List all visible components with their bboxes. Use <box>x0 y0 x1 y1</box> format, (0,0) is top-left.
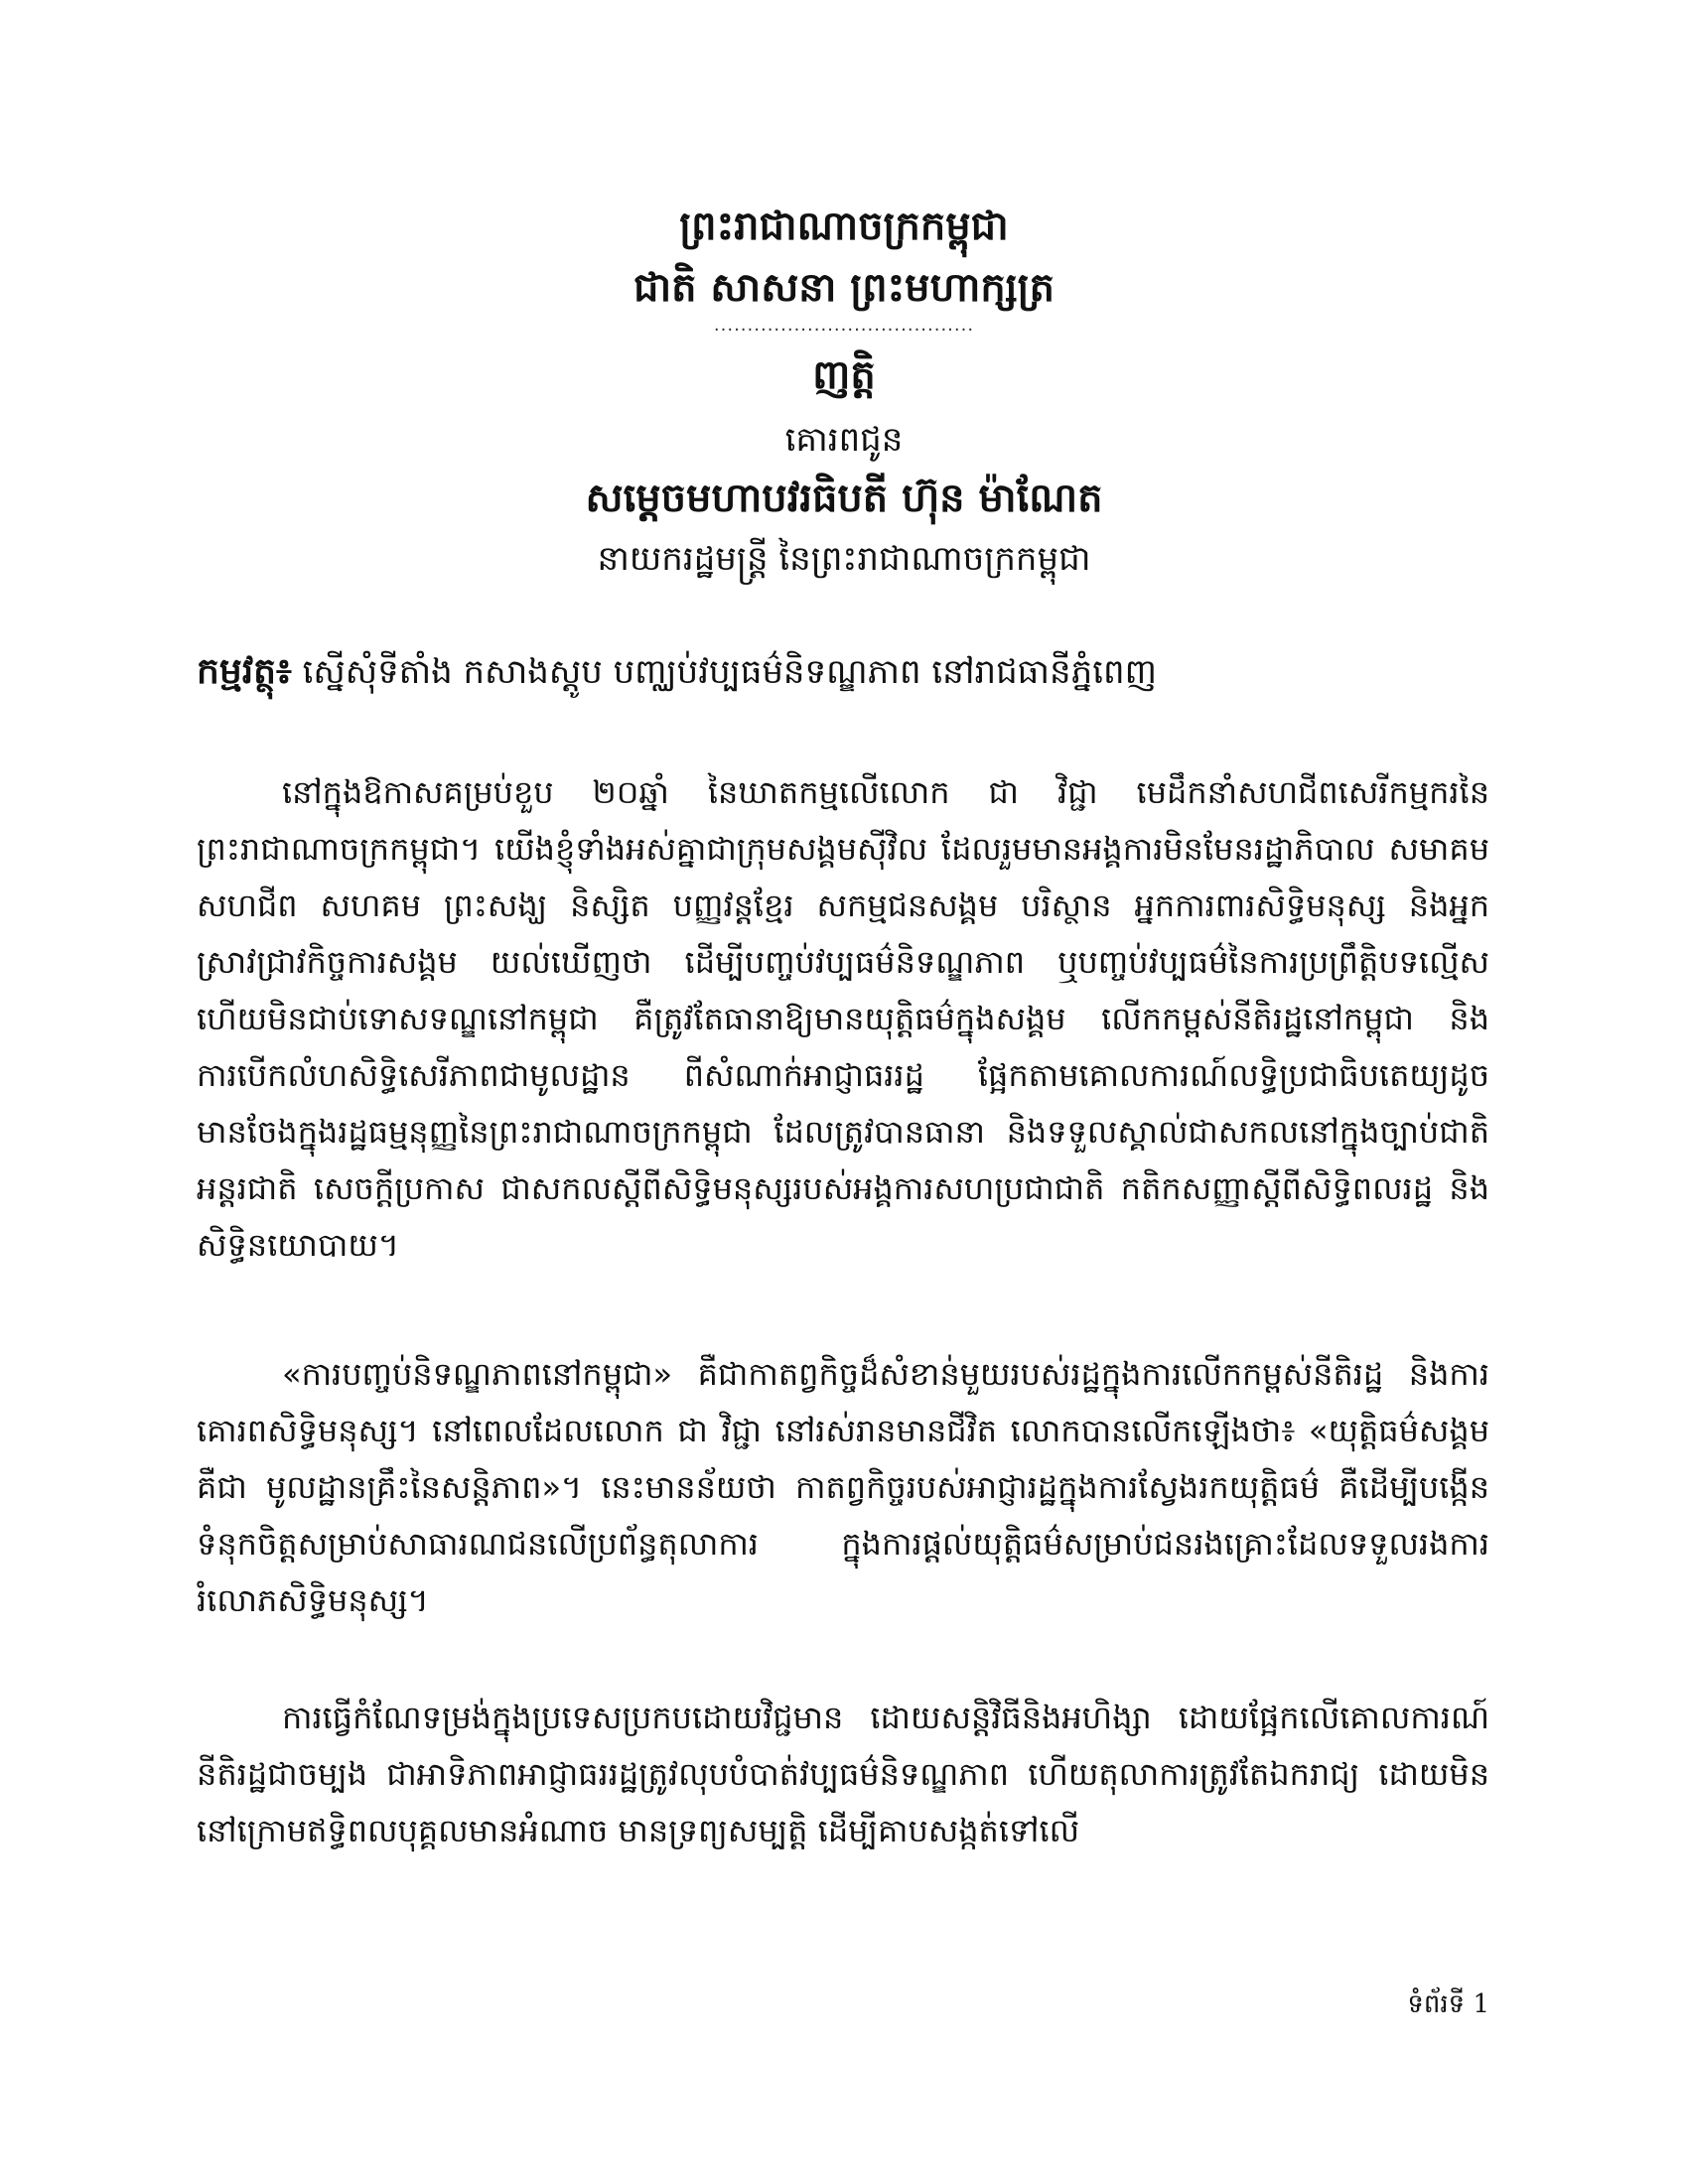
page-number: ទំព័រទី 1 <box>1407 1989 1489 2019</box>
body-paragraph-3: ការធ្វើកំណែទម្រង់ក្នុងប្រទេសប្រកបដោយវិជ្ជមាន ដោយសន្តិវិធីនិងអហិង្សា ដោយផ្អែកលើគោលការណ៍នីតិរដ្ឋជាចម្បង ជាអាទិភាពអាជ្ញាធររដ្ឋត្រូវលុបបំបាត់វប្បធម៌និទណ្ឌភាព ហើយតុលាការត្រូវតែឯករាជ្យ ដោយមិននៅក្រោមឥទ្ធិពលបុគ្គលមានអំណាច មានទ្រព្យសម្បត្តិ ដើម្បីគាបសង្កត់ទៅលើ <box>197 1699 1489 1849</box>
kingdom-title: ព្រះរាជាណាចក្រកម្ពុជា <box>679 204 1009 249</box>
recipient-name: សម្តេចមហាបវរធិបតី ហ៊ុន ម៉ាណែត <box>585 476 1103 521</box>
subject-label: កម្មវត្ថុ៖ <box>197 651 292 692</box>
body-paragraph-2: «ការបញ្ចប់និទណ្ឌភាពនៅកម្ពុជា» គឺជាកាតព្វកិច្ចដ៏សំខាន់មួយរបស់រដ្ឋក្នុងការលើកកម្ពស់នីតិរដ្ឋ និងការគោរពសិទ្ធិមនុស្ស។ នៅពេលដែលលោក ជា វិជ្ជា នៅរស់រានមានជីវិត លោកបានលើកឡើងថា៖ «យុត្តិធម៌សង្គមគឺជា មូលដ្ឋានគ្រឹះនៃសន្តិភាព»។ នេះមានន័យថា កាតព្វកិច្ចរបស់អាជ្ញារដ្ឋក្នុងការស្វែងរកយុត្តិធម៌ គឺដើម្បីបង្កើនទំនុកចិត្តសម្រាប់សាធារណជនលើប្រព័ន្ធតុលាការ ក្នុងការផ្តល់យុត្តិធម៌សម្រាប់ជនរងគ្រោះដែលទទួលរងការរំលោភសិទ្ធិមនុស្ស។ <box>197 1355 1489 1619</box>
subject-line <box>197 647 1497 697</box>
dotted-divider: ....................................... <box>713 315 975 336</box>
recipient-position: នាយករដ្ឋមន្ត្រី នៃព្រះរាជាណាចក្រកម្ពុជា <box>597 539 1091 579</box>
body-paragraph-1: នៅក្នុងឱកាសគម្រប់ខួប ២០ឆ្នាំ នៃឃាតកម្មលើលោក ជា វិជ្ជា មេដឹកនាំសហជីពសេរីកម្មករនៃព្រះរាជាណាចក្រកម្ពុជា។ យើងខ្ញុំទាំងអស់គ្នាជាក្រុមសង្គមស៊ីវិល ដែលរួមមានអង្គការមិនមែនរដ្ឋាភិបាល សមាគម សហជីព សហគម ព្រះសង្ឃ និស្សិត បញ្ញវន្តខ្មែរ សកម្មជនសង្គម បរិស្ថាន អ្នកការពារសិទ្ធិមនុស្ស និងអ្នកស្រាវជ្រាវកិច្ចការសង្គម យល់ឃើញថា ដើម្បីបញ្ចប់វប្បធម៌និទណ្ឌភាព ឬបញ្ចប់វប្បធម៌នៃការប្រព្រឹត្តិបទល្មើសហើយមិនជាប់ទោសទណ្ឌនៅកម្ពុជា គឺត្រូវតែធានាឱ្យមានយុត្តិធម៌ក្នុងសង្គម លើកកម្ពស់នីតិរដ្ឋនៅកម្ពុជា និងការបើកលំហសិទ្ធិសេរីភាពជាមូលដ្ឋាន ពីសំណាក់អាជ្ញាធររដ្ឋ ផ្អែកតាមគោលការណ៍លទ្ធិប្រជាធិបតេយ្យដូចមានចែងក្នុងរដ្ឋធម្មនុញ្ញនៃព្រះរាជាណាចក្រកម្ពុជា ដែលត្រូវបានធានា និងទទួលស្គាល់ជាសកលនៅក្នុងច្បាប់ជាតិ អន្តរជាតិ សេចក្តីប្រកាស ជាសកលស្តីពីសិទ្ធិមនុស្សរបស់អង្គការសហប្រជាជាតិ កតិកសញ្ញាស្តីពីសិទ្ធិពលរដ្ឋ និងសិទ្ធិនយោបាយ។ <box>197 773 1489 1264</box>
document-type-title: ញត្តិ <box>812 352 876 398</box>
kingdom-motto: ជាតិ សាសនា ព្រះមហាក្សត្រ <box>633 265 1055 311</box>
addressed-to: គោរពជូន <box>784 420 904 460</box>
subject-text: ស្នើសុំទីតាំង កសាងស្តូប បញ្ឈប់វប្បធម៌និទណ្ឌភាព នៅរាជធានីភ្នំពេញ <box>302 652 1157 692</box>
